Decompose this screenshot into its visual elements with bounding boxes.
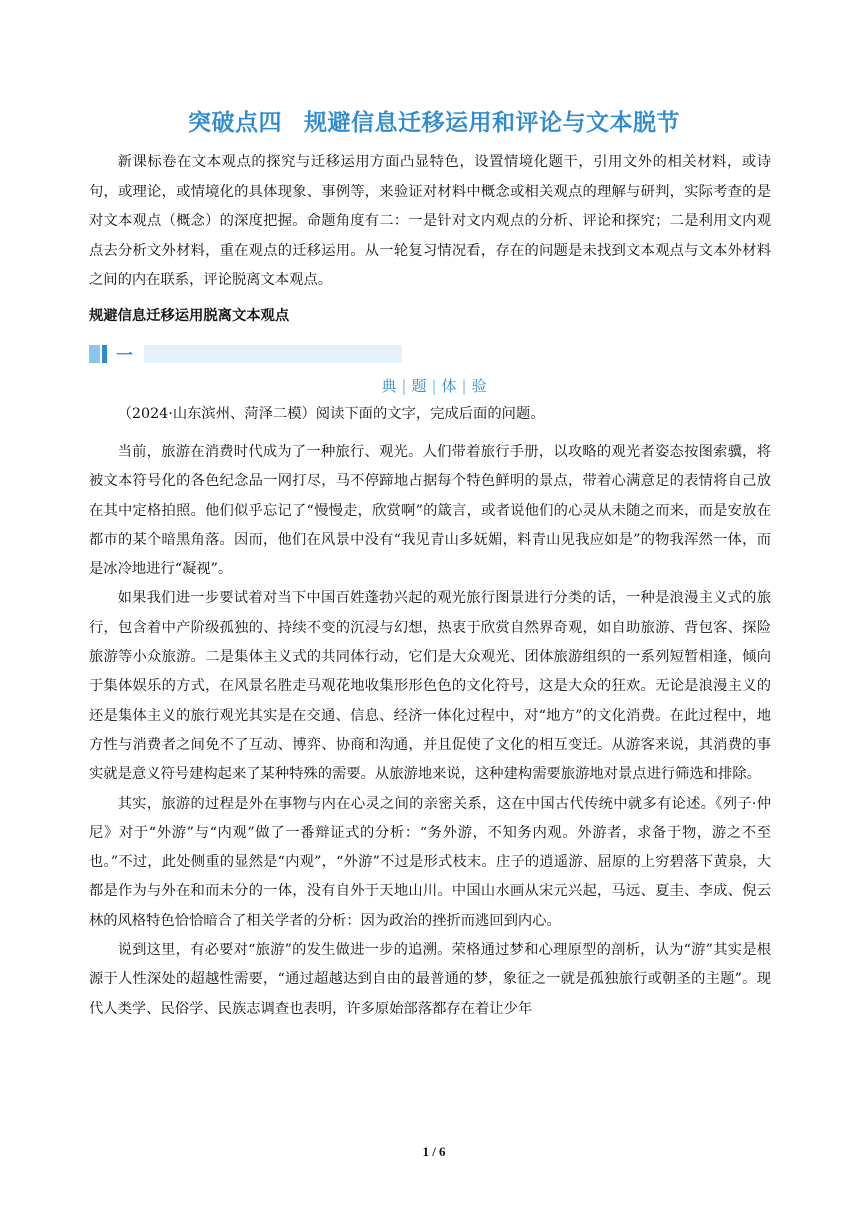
reading-passage — [89, 438, 771, 1024]
experience-heading: 典 | 题 | 体 | 验 — [381, 377, 487, 395]
bar-marker-dark — [102, 345, 107, 363]
passage-paragraph: 其实，旅游的过程是外在事物与内在心灵之间的亲密关系，这在中国古代传统中就多有论述。《列子·仲尼》对于“外游”与“内观”做了一番辩证式的分析：“务外游，不知务内观。外游者，求备于物，游之不至也。”不过，此处侧重的显然是“内观”，“外游”不过是形式枝末。庄子的逍遥游、屈原的上穷碧落下黄泉，大都是作为与外在和而未分的一体，没有自外于天地山川。中国山水画从宋元兴起，马远、夏圭、李成、倪云林的风格特色恰恰暗合了相关学者的分析：因为政治的挫折而逃回到内心。 — [89, 795, 771, 929]
section-subheading: 规避信息迁移运用脱离文本观点 — [89, 308, 290, 324]
title-part1: 突破点四 — [188, 110, 282, 136]
section-header-bar — [89, 344, 409, 364]
passage-paragraph: 说到这里，有必要对“旅游”的发生做进一步的追溯。荣格通过梦和心理原型的剖析，认为“游”其实是根源于人性深处的超越性需要，“通过超越达到自由的最普通的梦，象征之一就是孤独旅行或朝圣的主题”。现代人类学、民俗学、民族志调查也表明，许多原始部落都存在着让少年 — [89, 942, 771, 1017]
title-part2: 规避信息迁移运用和评论与文本脱节 — [304, 110, 680, 136]
experience-char: 典 — [381, 377, 397, 395]
section-number: 一 — [116, 346, 133, 366]
intro-paragraph: 新课标卷在文本观点的探究与迁移运用方面凸显特色，设置情境化题干，引用文外的相关材料，或诗句，或理论，或情境化的具体现象、事例等，来验证对材料中概念或相关观点的理解与研判，实际考查的是对文本观点（概念）的深度把握。命题角度有二：一是针对文内观点的分析、评论和探究；二是利用文内观点去分析文外材料，重在观点的迁移运用。从一轮复习情况看，存在的问题是未找到文本观点与文本外材料之间的内在联系，评论脱离文本观点。 — [89, 154, 771, 288]
passage-paragraph: 当前，旅游在消费时代成为了一种旅行、观光。人们带着旅行手册，以攻略的观光者姿态按图索骥，将被文本符号化的各色纪念品一网打尽，马不停蹄地占据每个特色鲜明的景点，带着心满意足的表情将自己放在其中定格拍照。他们似乎忘记了“慢慢走，欣赏啊”的箴言，或者说他们的心灵从未随之而来，而是安放在都市的某个暗黑角落。因而，他们在风景中没有“我见青山多妩媚，料青山见我应如是”的物我浑然一体，而是冰冷地进行“凝视”。 — [89, 444, 771, 578]
experience-char: 题 — [411, 377, 427, 395]
experience-char: 验 — [471, 377, 487, 395]
page-number: 1 / 6 — [422, 1144, 446, 1159]
bar-band — [144, 345, 402, 363]
passage-paragraph: 如果我们进一步要试着对当下中国百姓蓬勃兴起的观光旅行图景进行分类的话，一种是浪漫主义式的旅行，包含着中产阶级孤独的、持续不变的沉浸与幻想，热衷于欣赏自然界奇观，如自助旅游、背包客、探险旅游等小众旅游。二是集体主义式的共同体行动，它们是大众观光、团体旅游组织的一系列短暂相逢，倾向于集体娱乐的方式，在风景名胜走马观花地收集形形色色的文化符号，这是大众的狂欢。无论是浪漫主义的还是集体主义的旅行观光其实是在交通、信息、经济一体化过程中，对“地方”的文化消费。在此过程中，地方性与消费者之间免不了互动、博弈、协商和沟通，并且促使了文化的相互变迁。从游客来说，其消费的事实就是意义符号建构起来了某种特殊的需要。从旅游地来说，这种建构需要旅游地对景点进行筛选和排除。 — [89, 590, 771, 783]
experience-char: 体 — [441, 377, 457, 395]
question-source: （2024·山东滨州、菏泽二模）阅读下面的文字，完成后面的问题。 — [117, 406, 545, 422]
bar-marker-light — [89, 345, 100, 363]
page-title — [0, 104, 868, 137]
